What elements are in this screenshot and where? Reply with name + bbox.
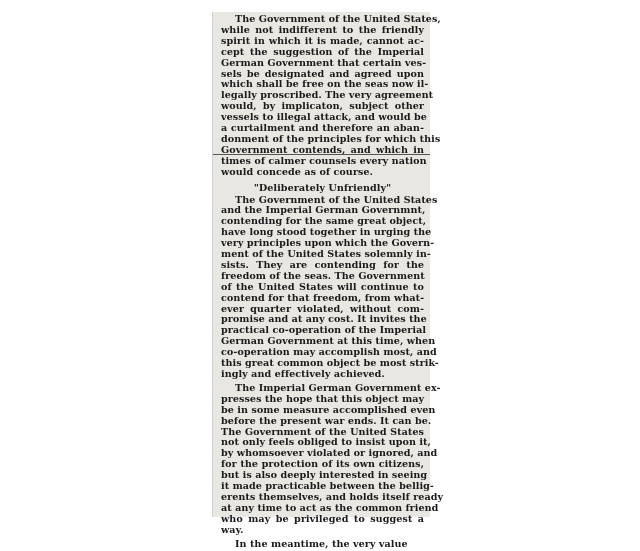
text-line: spirit in which it is made, cannot ac- bbox=[221, 35, 424, 47]
text-line: before the present war ends. It can be. bbox=[221, 415, 432, 427]
text-line: ingly and effectively achieved. bbox=[221, 369, 385, 380]
text-line: who may be privileged to suggest a bbox=[221, 513, 424, 525]
paragraph-2 bbox=[221, 194, 439, 381]
text-line: contending for the same great object, bbox=[221, 216, 427, 228]
text-line: German Government that certain ves- bbox=[221, 57, 427, 69]
text-line: legally proscribed. The very agreement bbox=[221, 90, 434, 102]
text-line: be in some measure accomplished even bbox=[221, 404, 436, 416]
text-line: sists. They are contending for the bbox=[221, 259, 424, 271]
text-line: for the protection of its own citizens, bbox=[221, 459, 424, 471]
text-line: freedom of the seas. The Government bbox=[221, 270, 425, 282]
text-line: Government contends, and which in bbox=[221, 144, 424, 156]
text-line: way. bbox=[221, 524, 244, 536]
article-column bbox=[221, 14, 444, 551]
text-line: donment of the principles for which this bbox=[221, 133, 441, 145]
section-heading: "Deliberately Unfriendly" bbox=[253, 182, 392, 194]
text-line: The Government of the United States bbox=[221, 426, 424, 438]
text-line: while not indifferent to the friendly bbox=[221, 24, 424, 36]
text-line: a curtailment and therefore an aban- bbox=[221, 123, 424, 135]
text-line: have long stood together in urging the bbox=[221, 227, 432, 239]
paragraph-3 bbox=[221, 382, 444, 537]
paragraph-1 bbox=[221, 14, 441, 179]
text-line: cept the suggestion of the Imperial bbox=[221, 46, 424, 58]
text-line: ment of the United States solemnly in- bbox=[221, 249, 431, 261]
text-line: very principles upon which the Govern- bbox=[221, 238, 435, 250]
text-line: practical co-operation of the Imperial bbox=[221, 325, 427, 337]
text-line: and the Imperial German Governmnt, bbox=[221, 205, 426, 217]
text-line: contend for that freedom, from what- bbox=[221, 292, 425, 304]
text-line: The Government of the United States, bbox=[235, 14, 441, 25]
text-line: but is also deeply interested in seeing bbox=[221, 470, 428, 482]
text-line: which shall be free on the seas now il- bbox=[221, 79, 429, 91]
text-line: The Government of the United States bbox=[235, 194, 438, 206]
text-line: co-operation may accomplish most, and bbox=[221, 347, 437, 359]
text-line: times of calmer counsels every nation bbox=[221, 155, 427, 167]
text-line: would concede as of course. bbox=[221, 166, 373, 178]
text-line: vessels to illegal attack, and would be bbox=[221, 112, 427, 124]
text-line: German Government at this time, when bbox=[221, 336, 436, 348]
paragraph-4 bbox=[221, 540, 424, 551]
text-line: this great common object be most strik- bbox=[221, 358, 439, 370]
text-line: In the meantime, the very value bbox=[235, 538, 408, 550]
text-line: it made practicable between the bellig- bbox=[221, 481, 434, 493]
newspaper-clipping bbox=[212, 12, 444, 550]
text-line: sels be designated and agreed upon bbox=[221, 68, 424, 80]
text-line: not only feels obliged to insist upon it, bbox=[221, 437, 431, 449]
text-line: at any time to act as the common friend bbox=[221, 502, 439, 514]
text-line: presses the hope that this object may bbox=[221, 393, 425, 405]
text-line: of the United States will continue to bbox=[221, 281, 424, 293]
text-line: would, by implicaton, subject other bbox=[221, 101, 424, 113]
text-line: erents themselves, and holds itself ready bbox=[221, 491, 444, 503]
text-line: ever quarter violated, without com- bbox=[221, 303, 424, 315]
text-line: The Imperial German Government ex- bbox=[235, 382, 441, 394]
text-line: promise and at any cost. It invites the bbox=[221, 314, 427, 326]
text-line: by whomsoever violated or ignored, and bbox=[221, 448, 438, 460]
